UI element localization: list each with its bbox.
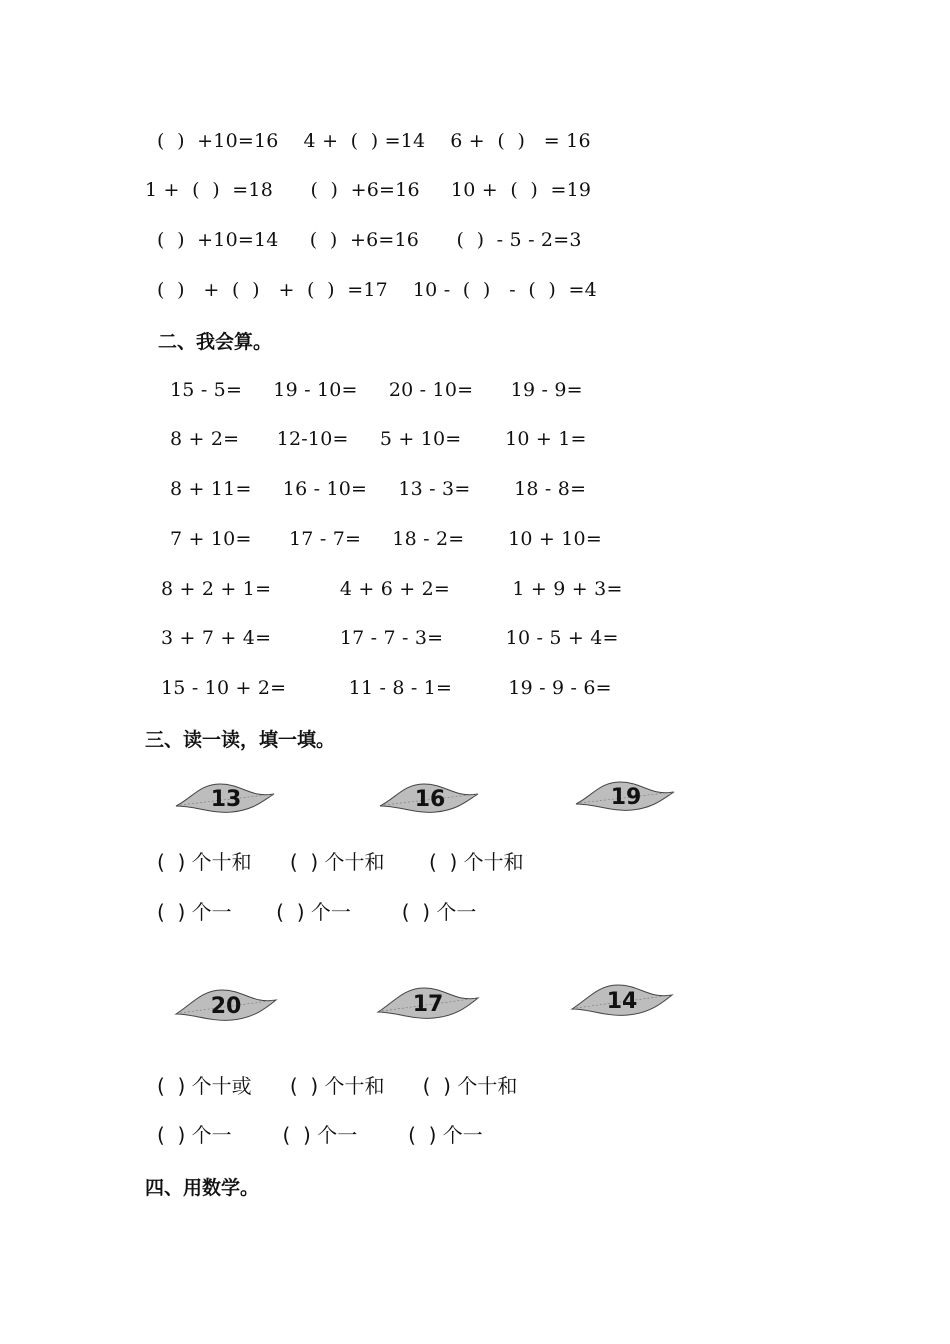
place-value-row-1b: ( ) 个一 ( ) 个一 ( ) 个一: [157, 900, 477, 924]
fill-blank-row-2: 1 + ( ) =18 ( ) +6=16 10 + ( ) =19: [145, 179, 592, 201]
number-fish-1: [170, 776, 290, 820]
calc-row-3: 8 + 11= 16 - 10= 13 - 3= 18 - 8=: [170, 478, 587, 500]
calc-row-1: 15 - 5= 19 - 10= 20 - 10= 19 - 9=: [170, 379, 583, 401]
number-fish-4: [170, 982, 290, 1026]
fish-number: 20: [210, 994, 242, 1019]
section-4-heading: 四、用数学。: [145, 1177, 260, 1199]
fish-number: 16: [414, 787, 446, 812]
number-fish-6: [566, 977, 686, 1021]
place-value-row-2b: ( ) 个一 ( ) 个一 ( ) 个一: [157, 1123, 483, 1147]
number-fish-5: [372, 980, 492, 1024]
place-value-row-2a: ( ) 个十或 ( ) 个十和 ( ) 个十和: [157, 1074, 518, 1098]
number-fish-3: [570, 774, 690, 818]
fish-number: 14: [606, 989, 638, 1014]
fish-number: 19: [610, 785, 642, 810]
calc-row-4: 7 + 10= 17 - 7= 18 - 2= 10 + 10=: [170, 528, 602, 550]
number-fish-2: [374, 776, 494, 820]
fish-number: 17: [412, 992, 444, 1017]
fill-blank-row-4: ( ) + ( ) + ( ) =17 10 - ( ) - ( ) =4: [157, 279, 597, 301]
fish-number: 13: [210, 787, 242, 812]
place-value-row-1a: ( ) 个十和 ( ) 个十和 ( ) 个十和: [157, 850, 524, 874]
calc-row-6: 3 + 7 + 4= 17 - 7 - 3= 10 - 5 + 4=: [161, 627, 619, 649]
section-3-heading: 三、读一读，填一填。: [145, 729, 336, 751]
fill-blank-row-3: ( ) +10=14 ( ) +6=16 ( ) - 5 - 2=3: [157, 229, 582, 251]
calc-row-7: 15 - 10 + 2= 11 - 8 - 1= 19 - 9 - 6=: [161, 677, 612, 699]
fill-blank-row-1: ( ) +10=16 4 + ( ) =14 6 + ( ) = 16: [157, 130, 591, 152]
section-2-heading: 二、我会算。: [158, 331, 273, 353]
calc-row-5: 8 + 2 + 1= 4 + 6 + 2= 1 + 9 + 3=: [161, 578, 623, 600]
calc-row-2: 8 + 2= 12-10= 5 + 10= 10 + 1=: [170, 428, 587, 450]
